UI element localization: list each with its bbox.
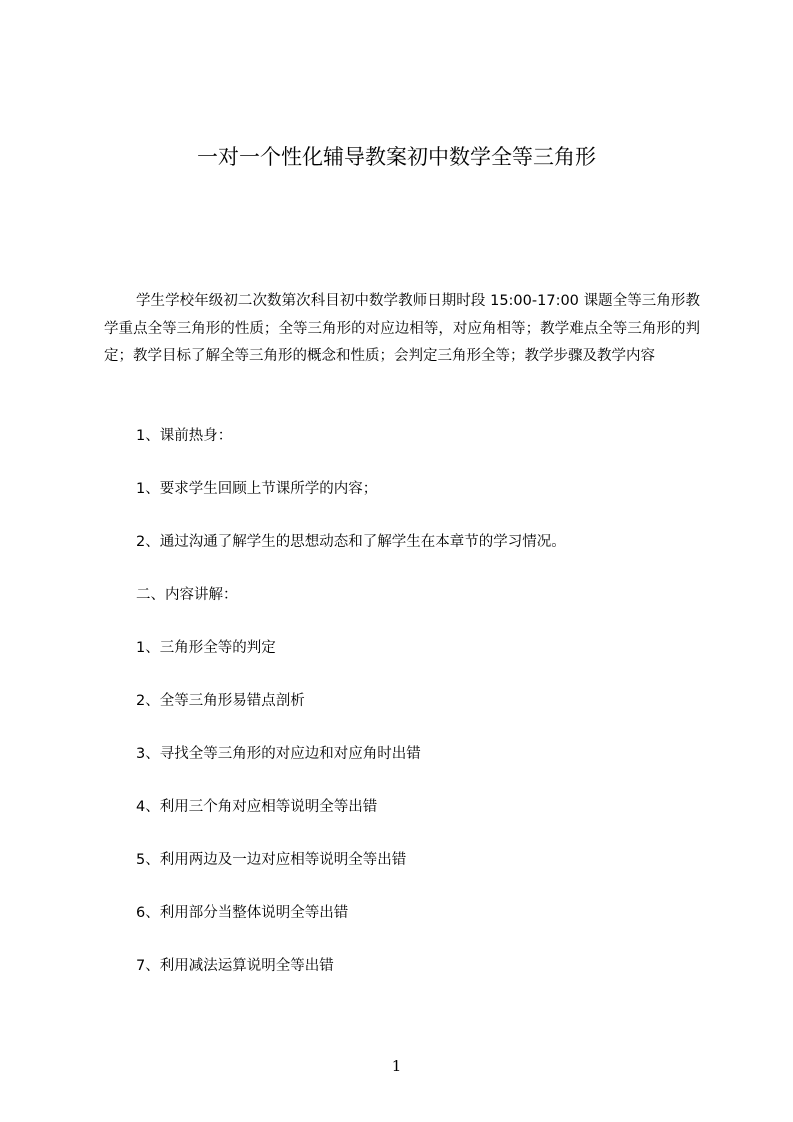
section-item: 3、寻找全等三角形的对应边和对应角时出错: [136, 746, 421, 762]
section-item: 4、利用三个角对应相等说明全等出错: [136, 799, 378, 815]
section-content-heading: 二、内容讲解：: [136, 587, 238, 603]
intro-paragraph: 学生学校年级初二次数第次科目初中数学教师日期时段 15:00-17:00 课题全等三角形教学重点全等三角形的性质；全等三角形的对应边相等，对应角相等；教学难点全等三角形的判定；教学目标了解全等三角形的概念和性质；会判定三角形全等；教学步骤及教学内容: [104, 293, 700, 364]
section-item: 1、三角形全等的判定: [136, 640, 276, 656]
section-item: 7、利用减法运算说明全等出错: [136, 958, 334, 974]
document-title: 一对一个性化辅导教案初中数学全等三角形: [197, 145, 596, 169]
section-item: 6、利用部分当整体说明全等出错: [136, 905, 349, 921]
page-number: 1: [391, 1057, 402, 1075]
section-item: 2、全等三角形易错点剖析: [136, 693, 305, 709]
section-item: 1、要求学生回顾上节课所学的内容；: [136, 481, 378, 497]
section-item: 2、通过沟通了解学生的思想动态和了解学生在本章节的学习情况。: [136, 534, 566, 550]
section-item: 5、利用两边及一边对应相等说明全等出错: [136, 852, 407, 868]
section-warmup-heading: 1、课前热身：: [136, 428, 233, 444]
